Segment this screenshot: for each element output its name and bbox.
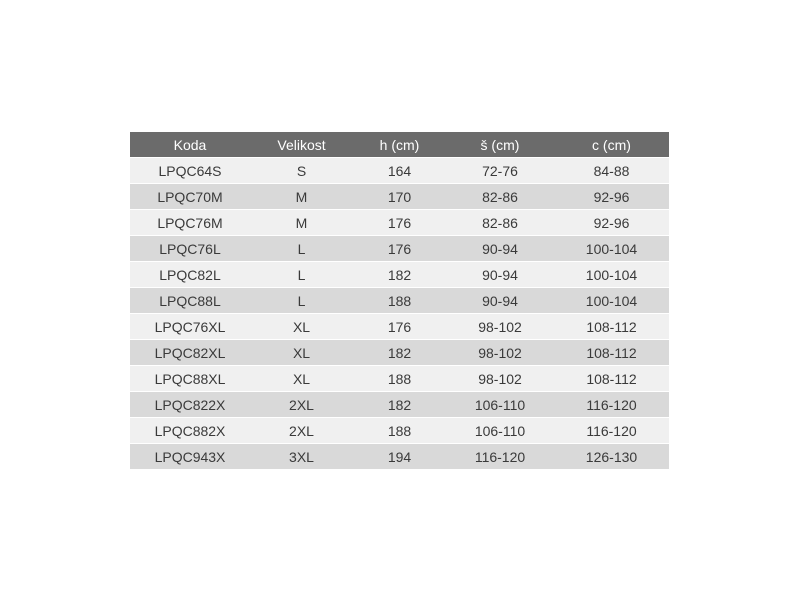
cell-s-cm: 106-110 bbox=[446, 418, 554, 444]
cell-h-cm: 176 bbox=[353, 210, 446, 236]
cell-h-cm: 182 bbox=[353, 340, 446, 366]
cell-h-cm: 182 bbox=[353, 392, 446, 418]
cell-c-cm: 108-112 bbox=[554, 366, 669, 392]
cell-velikost: M bbox=[250, 184, 353, 210]
cell-c-cm: 84-88 bbox=[554, 158, 669, 184]
header-koda: Koda bbox=[130, 132, 250, 158]
cell-c-cm: 108-112 bbox=[554, 340, 669, 366]
header-h-cm: h (cm) bbox=[353, 132, 446, 158]
cell-koda: LPQC88L bbox=[130, 288, 250, 314]
cell-c-cm: 116-120 bbox=[554, 418, 669, 444]
cell-c-cm: 116-120 bbox=[554, 392, 669, 418]
cell-s-cm: 116-120 bbox=[446, 444, 554, 470]
cell-koda: LPQC76L bbox=[130, 236, 250, 262]
cell-koda: LPQC88XL bbox=[130, 366, 250, 392]
cell-koda: LPQC82L bbox=[130, 262, 250, 288]
cell-h-cm: 182 bbox=[353, 262, 446, 288]
cell-s-cm: 72-76 bbox=[446, 158, 554, 184]
cell-velikost: 3XL bbox=[250, 444, 353, 470]
cell-h-cm: 164 bbox=[353, 158, 446, 184]
cell-velikost: XL bbox=[250, 314, 353, 340]
cell-s-cm: 82-86 bbox=[446, 184, 554, 210]
cell-koda: LPQC76M bbox=[130, 210, 250, 236]
cell-koda: LPQC64S bbox=[130, 158, 250, 184]
header-c-cm: c (cm) bbox=[554, 132, 669, 158]
table-row bbox=[130, 158, 669, 184]
cell-h-cm: 194 bbox=[353, 444, 446, 470]
header-row bbox=[130, 132, 669, 158]
cell-s-cm: 98-102 bbox=[446, 314, 554, 340]
cell-c-cm: 100-104 bbox=[554, 236, 669, 262]
cell-velikost: M bbox=[250, 210, 353, 236]
cell-h-cm: 176 bbox=[353, 314, 446, 340]
cell-h-cm: 188 bbox=[353, 366, 446, 392]
cell-c-cm: 126-130 bbox=[554, 444, 669, 470]
header-s-cm: š (cm) bbox=[446, 132, 554, 158]
cell-koda: LPQC882X bbox=[130, 418, 250, 444]
cell-velikost: L bbox=[250, 236, 353, 262]
table-row bbox=[130, 444, 669, 470]
table-row bbox=[130, 366, 669, 392]
cell-velikost: XL bbox=[250, 340, 353, 366]
cell-h-cm: 188 bbox=[353, 418, 446, 444]
table-row bbox=[130, 236, 669, 262]
cell-s-cm: 90-94 bbox=[446, 236, 554, 262]
cell-s-cm: 90-94 bbox=[446, 288, 554, 314]
table-row bbox=[130, 288, 669, 314]
cell-s-cm: 98-102 bbox=[446, 340, 554, 366]
cell-koda: LPQC76XL bbox=[130, 314, 250, 340]
size-chart-table bbox=[130, 132, 669, 469]
table-row bbox=[130, 210, 669, 236]
cell-c-cm: 100-104 bbox=[554, 262, 669, 288]
table-header bbox=[130, 132, 669, 158]
cell-velikost: XL bbox=[250, 366, 353, 392]
cell-velikost: 2XL bbox=[250, 392, 353, 418]
cell-s-cm: 98-102 bbox=[446, 366, 554, 392]
cell-h-cm: 176 bbox=[353, 236, 446, 262]
cell-koda: LPQC82XL bbox=[130, 340, 250, 366]
cell-h-cm: 170 bbox=[353, 184, 446, 210]
cell-velikost: L bbox=[250, 262, 353, 288]
cell-koda: LPQC943X bbox=[130, 444, 250, 470]
table-row bbox=[130, 340, 669, 366]
table-body bbox=[130, 158, 669, 470]
cell-c-cm: 92-96 bbox=[554, 184, 669, 210]
cell-c-cm: 100-104 bbox=[554, 288, 669, 314]
table-row bbox=[130, 262, 669, 288]
cell-velikost: 2XL bbox=[250, 418, 353, 444]
cell-c-cm: 108-112 bbox=[554, 314, 669, 340]
cell-s-cm: 106-110 bbox=[446, 392, 554, 418]
cell-h-cm: 188 bbox=[353, 288, 446, 314]
table-row bbox=[130, 314, 669, 340]
cell-s-cm: 82-86 bbox=[446, 210, 554, 236]
table-row bbox=[130, 418, 669, 444]
cell-koda: LPQC822X bbox=[130, 392, 250, 418]
table-row bbox=[130, 184, 669, 210]
cell-s-cm: 90-94 bbox=[446, 262, 554, 288]
header-velikost: Velikost bbox=[250, 132, 353, 158]
table-row bbox=[130, 392, 669, 418]
cell-velikost: L bbox=[250, 288, 353, 314]
cell-c-cm: 92-96 bbox=[554, 210, 669, 236]
cell-koda: LPQC70M bbox=[130, 184, 250, 210]
cell-velikost: S bbox=[250, 158, 353, 184]
